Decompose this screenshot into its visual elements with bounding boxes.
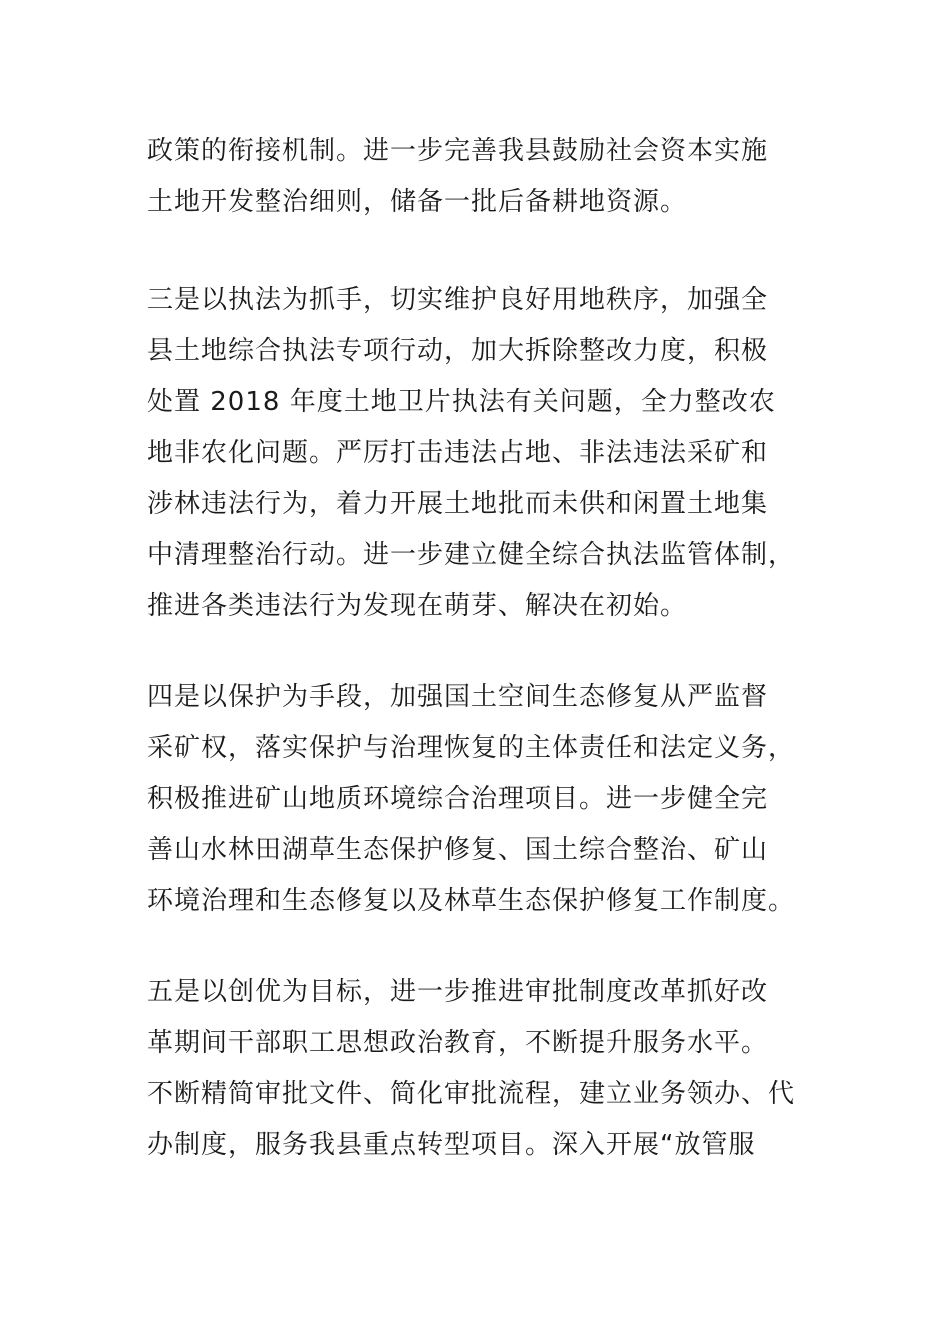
paragraph-line: 革期间干部职工思想政治教育，不断提升服务水平。 [147,1028,769,1058]
paragraph-3 [147,672,837,927]
paragraph-line: 土地开发整治细则，储备一批后备耕地资源。 [147,187,688,217]
paragraph-line: 涉林违法行为，着力开展土地批而未供和闲置土地集 [147,489,769,519]
paragraph-line: 处置 2018 年度土地卫片执法有关问题，全力整改农 [147,387,776,417]
paragraph-line: 地非农化问题。严厉打击违法占地、非法违法采矿和 [147,438,769,468]
paragraph-line: 中清理整治行动。进一步建立健全综合执法监管体制， [147,540,796,570]
paragraph-line: 三是以执法为抓手，切实维护良好用地秩序，加强全 [147,285,769,315]
paragraph-line: 不断精简审批文件、简化审批流程，建立业务领办、代 [147,1079,796,1109]
paragraph-line: 积极推进矿山地质环境综合治理项目。进一步健全完 [147,784,769,814]
paragraph-line: 推进各类违法行为发现在萌芽、解决在初始。 [147,591,688,621]
paragraph-2 [147,275,837,632]
paragraph-line: 五是以创优为目标，进一步推进审批制度改革抓好改 [147,977,769,1007]
paragraph-line: 四是以保护为手段，加强国土空间生态修复从严监督 [147,682,769,712]
paragraph-1 [147,126,837,228]
paragraph-line: 采矿权，落实保护与治理恢复的主体责任和法定义务， [147,733,796,763]
paragraph-line: 办制度，服务我县重点转型项目。深入开展“放管服 [147,1130,756,1160]
paragraph-4 [147,967,837,1171]
paragraph-line: 环境治理和生态修复以及林草生态保护修复工作制度。 [147,886,796,916]
paragraph-line: 政策的衔接机制。进一步完善我县鼓励社会资本实施 [147,136,769,166]
paragraph-line: 县土地综合执法专项行动，加大拆除整改力度，积极 [147,336,769,366]
paragraph-line: 善山水林田湖草生态保护修复、国土综合整治、矿山 [147,835,769,865]
